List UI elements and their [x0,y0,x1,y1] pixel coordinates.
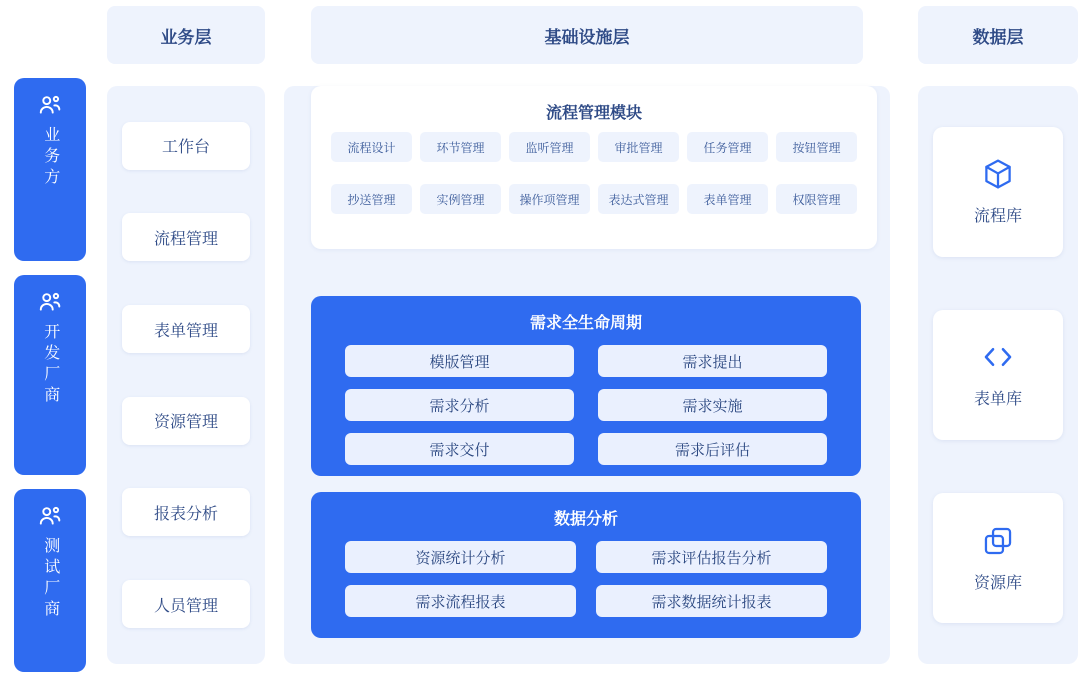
process-chip-expression-management[interactable]: 表达式管理 [598,184,679,214]
actor-business-party[interactable] [14,78,86,261]
business-item-resource-management[interactable]: 资源管理 [122,397,250,445]
data-item-process-repository[interactable] [933,127,1063,257]
process-chip-node-management[interactable]: 环节管理 [420,132,501,162]
business-layer-list [107,86,265,664]
header-infrastructure-layer: 基础设施层 [311,6,863,64]
actor-label: 业务方 [41,126,59,189]
lifecycle-chip-grid [345,345,827,465]
header-data-layer: 数据层 [918,6,1078,64]
header-business-layer: 业务层 [107,6,265,64]
business-item-process-management[interactable]: 流程管理 [122,213,250,261]
process-chip-button-management[interactable]: 按钮管理 [776,132,857,162]
copy-icon [981,524,1015,558]
data-item-form-repository[interactable] [933,310,1063,440]
business-item-form-management[interactable]: 表单管理 [122,305,250,353]
process-chip-form-management[interactable]: 表单管理 [687,184,768,214]
data-item-label: 流程库 [973,208,1022,226]
process-chip-instance-management[interactable]: 实例管理 [420,184,501,214]
analysis-chip-requirement-process-report[interactable]: 需求流程报表 [345,585,576,617]
users-icon [37,289,63,315]
analysis-chip-resource-statistics[interactable]: 资源统计分析 [345,541,576,573]
analysis-chip-requirement-evaluation-report[interactable]: 需求评估报告分析 [596,541,827,573]
actor-label: 测试厂商 [41,537,59,621]
data-analysis-panel [311,492,861,638]
lifecycle-chip-requirement-implementation[interactable]: 需求实施 [598,389,827,421]
requirement-lifecycle-panel [311,296,861,476]
process-module-chip-grid [331,132,857,214]
process-chip-operation-item-management[interactable]: 操作项管理 [509,184,590,214]
process-chip-approval-management[interactable]: 审批管理 [598,132,679,162]
lifecycle-chip-requirement-delivery[interactable]: 需求交付 [345,433,574,465]
lifecycle-chip-post-evaluation[interactable]: 需求后评估 [598,433,827,465]
data-item-label: 表单库 [973,391,1022,409]
process-chip-listener-management[interactable]: 监听管理 [509,132,590,162]
actor-label: 开发厂商 [41,323,59,407]
lifecycle-chip-requirement-analysis[interactable]: 需求分析 [345,389,574,421]
process-chip-cc-management[interactable]: 抄送管理 [331,184,412,214]
analysis-chip-grid [345,541,827,617]
process-chip-permission-management[interactable]: 权限管理 [776,184,857,214]
actor-dev-vendor[interactable] [14,275,86,475]
business-item-report-analysis[interactable]: 报表分析 [122,488,250,536]
actor-column [14,78,86,672]
data-item-resource-repository[interactable] [933,493,1063,623]
process-management-module-card [311,86,877,249]
process-chip-flow-design[interactable]: 流程设计 [331,132,412,162]
lifecycle-panel-title: 需求全生命周期 [529,315,642,332]
lifecycle-chip-requirement-proposal[interactable]: 需求提出 [598,345,827,377]
analysis-panel-title: 数据分析 [553,511,618,528]
code-brackets-icon [980,340,1016,374]
process-chip-task-management[interactable]: 任务管理 [687,132,768,162]
actor-test-vendor[interactable] [14,489,86,672]
business-item-workbench[interactable]: 工作台 [122,122,250,170]
users-icon [37,92,63,118]
data-item-label: 资源库 [973,574,1022,592]
process-module-title: 流程管理模块 [545,105,642,122]
data-layer-list [918,86,1078,664]
users-icon [37,503,63,529]
analysis-chip-requirement-data-statistics-report[interactable]: 需求数据统计报表 [596,585,827,617]
cube-icon [981,157,1015,191]
business-item-personnel-management[interactable]: 人员管理 [122,580,250,628]
lifecycle-chip-template-management[interactable]: 模版管理 [345,345,574,377]
